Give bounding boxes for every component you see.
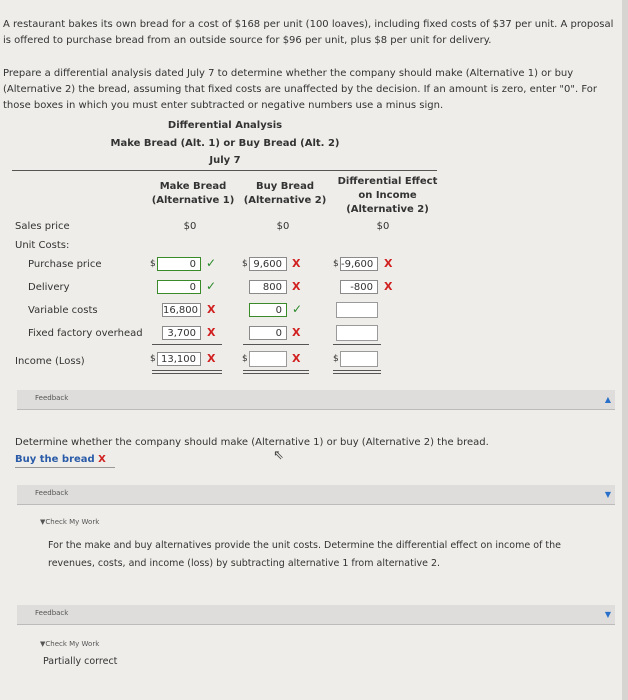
- total-double-rule: [333, 370, 381, 371]
- incorrect-x-icon: X: [98, 454, 106, 465]
- total-double-rule: [333, 373, 381, 374]
- fixed-overhead-alt2-input[interactable]: 0: [249, 326, 287, 340]
- dollar-sign: $: [150, 354, 156, 364]
- analysis-subtitle: Make Bread (Alt. 1) or Buy Bread (Alt. 2): [110, 138, 340, 149]
- col3-header: Differential Effect on Income (Alternative 2): [337, 176, 438, 215]
- income-diff-input[interactable]: [340, 351, 378, 367]
- sales-alt1: $0: [183, 221, 197, 232]
- purchase-price-alt1-input[interactable]: 0: [157, 257, 201, 271]
- fixed-overhead-label: Fixed factory overhead: [28, 328, 143, 339]
- incorrect-x-icon: X: [292, 257, 301, 270]
- problem-intro: A restaurant bakes its own bread for a cost of $168 per unit (100 loaves), including fixed costs of $37 per unit. A proposal is offered to purchase bread from an outside source for $96 per unit, plus $8 per unit for delivery.: [3, 19, 614, 46]
- col2-header: Buy Bread (Alternative 2): [243, 181, 327, 206]
- incorrect-x-icon: X: [292, 352, 301, 365]
- status-text: Partially correct: [43, 656, 118, 667]
- total-double-rule: [243, 373, 309, 374]
- sales-alt2: $0: [276, 221, 290, 232]
- answer-value: Buy the bread: [15, 454, 95, 465]
- total-double-rule: [243, 370, 309, 371]
- feedback-label: Feedback: [35, 489, 69, 497]
- dollar-sign: $: [242, 259, 248, 269]
- expand-arrow-icon[interactable]: ▼: [604, 610, 611, 619]
- subtotal-rule: [152, 344, 222, 345]
- incorrect-x-icon: X: [292, 326, 301, 339]
- delivery-alt2-input[interactable]: 800: [249, 280, 287, 294]
- sales-diff: $0: [376, 221, 390, 232]
- expand-arrow-icon[interactable]: ▼: [604, 490, 611, 499]
- feedback-bar[interactable]: [17, 605, 615, 625]
- income-alt2-input[interactable]: [249, 351, 287, 367]
- feedback-bar[interactable]: [17, 485, 615, 505]
- incorrect-x-icon: X: [207, 303, 216, 316]
- fixed-overhead-diff-input[interactable]: [336, 325, 378, 341]
- delivery-label: Delivery: [28, 282, 70, 293]
- purchase-price-label: Purchase price: [28, 259, 102, 270]
- correct-check-icon: ✓: [206, 279, 217, 293]
- feedback-bar[interactable]: [17, 390, 615, 410]
- income-label: Income (Loss): [15, 356, 85, 367]
- question-text: Determine whether the company should make (Alternative 1) or buy (Alternative 2) the bread.: [15, 437, 489, 448]
- sales-label: Sales price: [15, 221, 70, 232]
- incorrect-x-icon: X: [384, 257, 393, 270]
- incorrect-x-icon: X: [384, 280, 393, 293]
- dollar-sign: $: [150, 259, 156, 269]
- variable-costs-alt1-input[interactable]: 16,800: [162, 303, 201, 317]
- dollar-sign: $: [333, 259, 339, 269]
- check-my-work-label[interactable]: ▼Check My Work: [40, 518, 100, 526]
- mouse-cursor-icon: ⇖: [273, 448, 284, 463]
- feedback-label: Feedback: [35, 394, 69, 402]
- delivery-diff-input[interactable]: -800: [340, 280, 378, 294]
- income-alt1-input[interactable]: 13,100: [157, 352, 201, 366]
- purchase-price-diff-input[interactable]: -9,600: [340, 257, 378, 271]
- incorrect-x-icon: X: [207, 326, 216, 339]
- col1-header: Make Bread (Alternative 1): [151, 181, 235, 206]
- incorrect-x-icon: X: [207, 352, 216, 365]
- feedback-label: Feedback: [35, 609, 69, 617]
- analysis-title: Differential Analysis: [167, 120, 283, 131]
- unit-costs-label: Unit Costs:: [15, 240, 70, 251]
- collapse-arrow-icon[interactable]: ▲: [604, 395, 611, 404]
- header-rule: [12, 170, 437, 171]
- scrollbar[interactable]: [622, 0, 628, 700]
- feedback-text: For the make and buy alternatives provide the unit costs. Determine the differential effect on income of the revenues, costs, and income (loss) by subtracting alternative 1 from alternative 2.: [48, 540, 561, 569]
- variable-costs-label: Variable costs: [28, 305, 98, 316]
- correct-check-icon: ✓: [206, 256, 217, 270]
- dollar-sign: $: [242, 354, 248, 364]
- purchase-price-alt2-input[interactable]: 9,600: [249, 257, 287, 271]
- variable-costs-alt2-input[interactable]: 0: [249, 303, 287, 317]
- correct-check-icon: ✓: [292, 302, 303, 316]
- subtotal-rule: [333, 344, 381, 345]
- analysis-date: July 7: [209, 155, 241, 166]
- total-double-rule: [152, 370, 222, 371]
- incorrect-x-icon: X: [292, 280, 301, 293]
- total-double-rule: [152, 373, 222, 374]
- fixed-overhead-alt1-input[interactable]: 3,700: [162, 326, 201, 340]
- subtotal-rule: [243, 344, 309, 345]
- answer-select[interactable]: [15, 454, 115, 468]
- delivery-alt1-input[interactable]: 0: [157, 280, 201, 294]
- check-my-work-label[interactable]: ▼Check My Work: [40, 640, 100, 648]
- variable-costs-diff-input[interactable]: [336, 302, 378, 318]
- dollar-sign: $: [333, 354, 339, 364]
- problem-instructions: Prepare a differential analysis dated July 7 to determine whether the company should make (Alternative 1) or buy (Alternative 2) the bread, assuming that fixed costs are unaffected by the decision. If an amount is zero, enter "0". For those boxes in which you must enter subtracted or negative numbers use a minus sign.: [3, 68, 597, 111]
